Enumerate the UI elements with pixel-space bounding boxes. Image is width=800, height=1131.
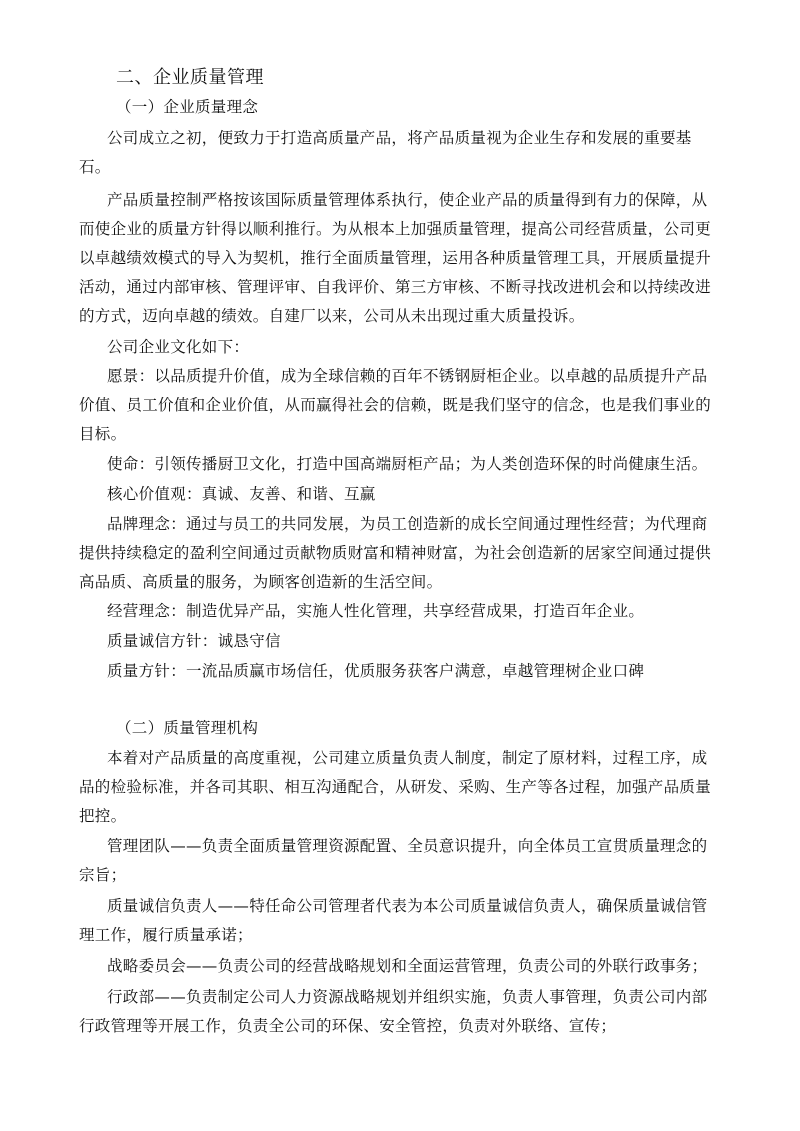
paragraph-line: 而使企业的质量方针得以顺利推行。为从根本上加强质量管理，提高公司经营质量，公司更 [79, 220, 712, 238]
paragraph-line: 高品质、高质量的服务，为顾客创造新的生活空间。 [79, 573, 443, 591]
paragraph-line: 本着对产品质量的高度重视，公司建立质量负责人制度，制定了原材料，过程工序，成 [107, 749, 708, 767]
section-title: 二、企业质量管理 [116, 67, 264, 88]
subsection-title-1: （一）企业质量理念 [116, 98, 259, 116]
paragraph-line: 提供持续稳定的盈利空间通过贡献物质财富和精神财富，为社会创造新的居家空间通过提供 [79, 544, 712, 562]
paragraph-line: 品牌理念：通过与员工的共同发展，为员工创造新的成长空间通过理性经营；为代理商 [107, 515, 708, 533]
paragraph-line: 理工作，履行质量承诺； [79, 926, 253, 944]
paragraph-line: 管理团队——负责全面质量管理资源配置、全员意识提升，向全体员工宣贯质量理念的 [107, 837, 708, 855]
paragraph-line: 把控。 [79, 807, 127, 825]
paragraph-line: 质量诚信负责人——特任命公司管理者代表为本公司质量诚信负责人，确保质量诚信管 [107, 897, 708, 915]
paragraph-line: 以卓越绩效模式的导入为契机，推行全面质量管理，运用各种质量管理工具，开展质量提升 [79, 249, 712, 267]
paragraph-line: 经营理念：制造优异产品，实施人性化管理，共享经营成果，打造百年企业。 [107, 602, 645, 620]
paragraph-line: 品的检验标准，并各司其职、相互沟通配合，从研发、采购、生产等各过程，加强产品质量 [79, 778, 712, 796]
subsection-title-2: （二）质量管理机构 [116, 719, 259, 737]
paragraph-line: 愿景：以品质提升价值，成为全球信赖的百年不锈钢厨柜企业。以卓越的品质提升产品 [107, 367, 708, 385]
paragraph-line: 质量方针：一流品质赢市场信任，优质服务获客户满意，卓越管理树企业口碑 [107, 662, 645, 680]
paragraph-line: 战略委员会——负责公司的经营战略规划和全面运营管理，负责公司的外联行政事务； [107, 957, 708, 975]
paragraph-line: 价值、员工价值和企业价值，从而赢得社会的信赖，既是我们坚守的信念，也是我们事业的 [79, 396, 712, 414]
paragraph-line: 宗旨； [79, 866, 127, 884]
paragraph-line: 目标。 [79, 425, 127, 443]
paragraph-line: 石。 [79, 158, 111, 176]
paragraph-line: 的方式，迈向卓越的绩效。自建厂以来，公司从未出现过重大质量投诉。 [79, 307, 585, 325]
paragraph-line: 使命：引领传播厨卫文化，打造中国高端厨柜产品；为人类创造环保的时尚健康生活。 [107, 455, 708, 473]
paragraph-line: 行政管理等开展工作，负责全公司的环保、安全管控，负责对外联络、宣传； [79, 1017, 617, 1035]
paragraph-line: 行政部——负责制定公司人力资源战略规划并组织实施，负责人事管理，负责公司内部 [107, 988, 708, 1006]
paragraph-line: 公司企业文化如下： [107, 338, 250, 356]
paragraph-line: 公司成立之初，便致力于打造高质量产品，将产品质量视为企业生存和发展的重要基 [107, 129, 692, 147]
paragraph-line: 质量诚信方针：诚恳守信 [107, 632, 281, 650]
paragraph-line: 核心价值观：真诚、友善、和谐、互赢 [107, 485, 376, 503]
paragraph-line: 产品质量控制严格按该国际质量管理体系执行，使企业产品的质量得到有力的保障，从 [107, 191, 708, 209]
paragraph-line: 活动，通过内部审核、管理评审、自我评价、第三方审核、不断寻找改进机会和以持续改进 [79, 278, 712, 296]
